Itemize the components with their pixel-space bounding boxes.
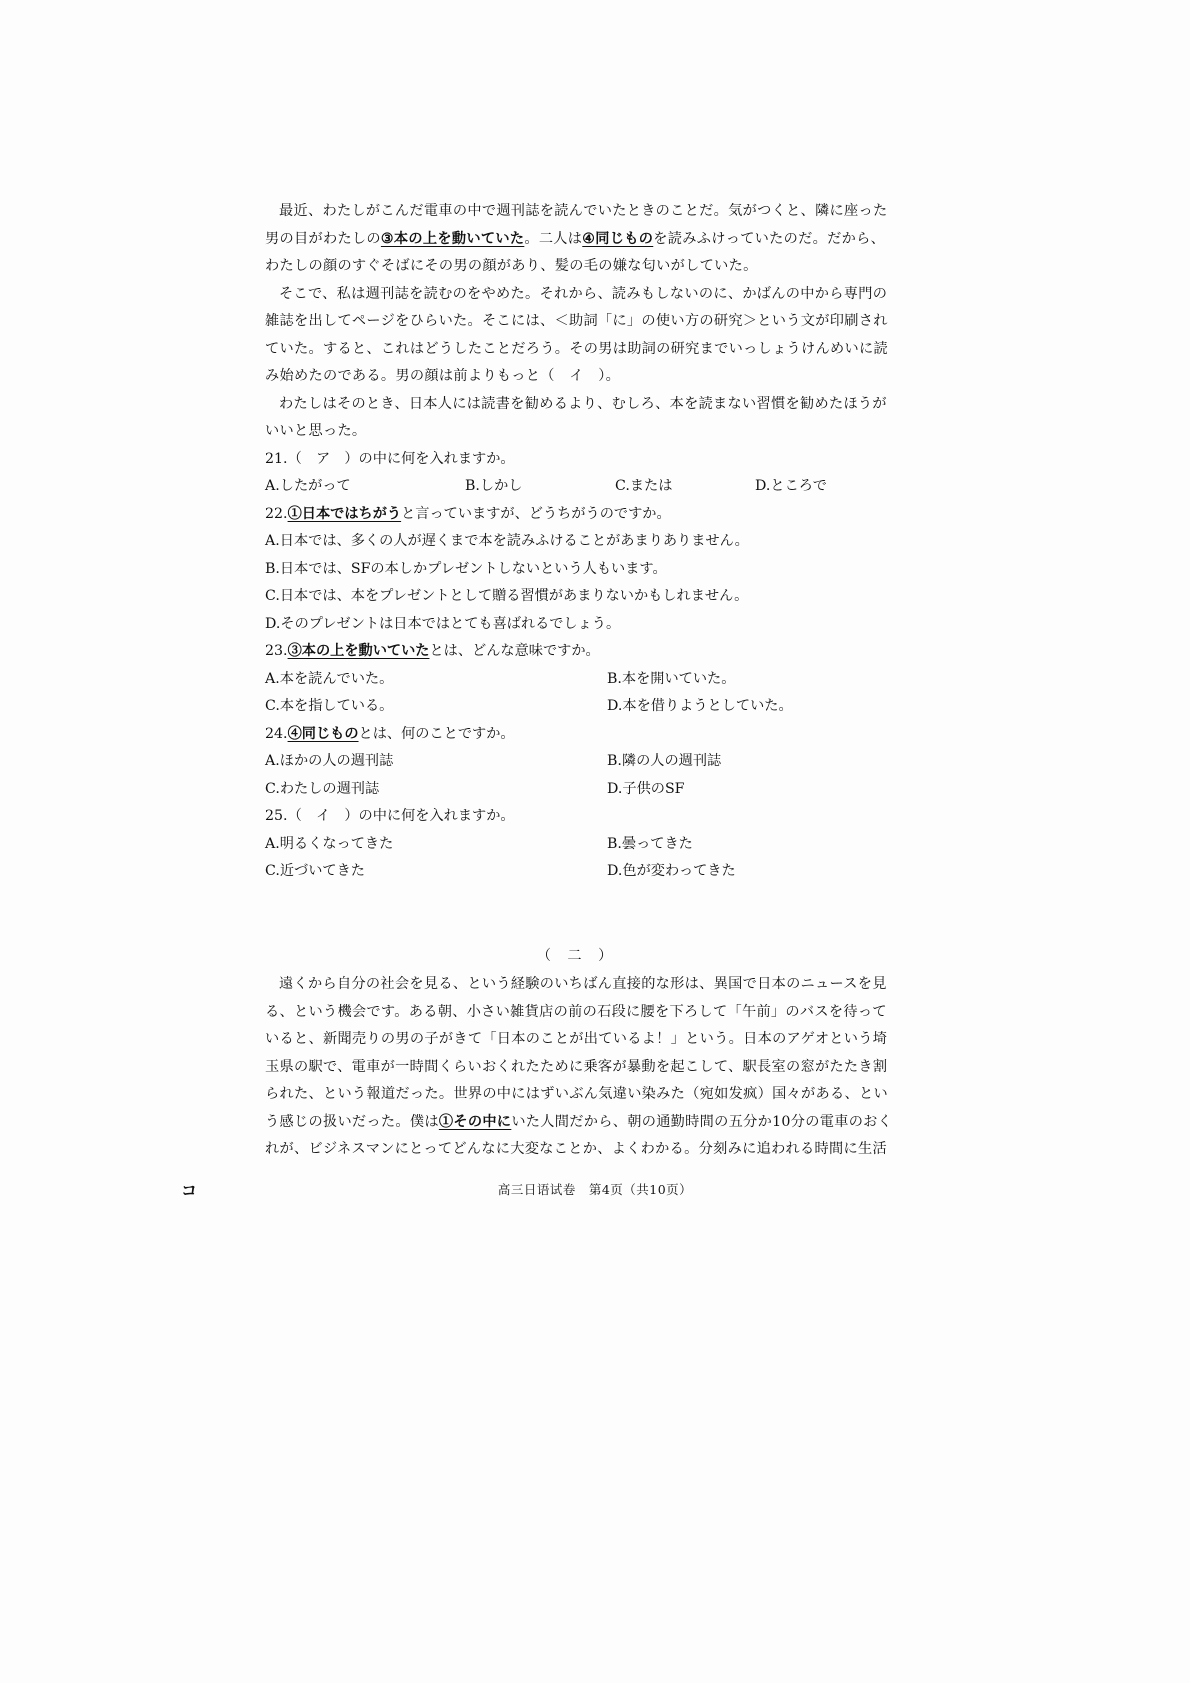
answer-option: D.ところで (755, 478, 827, 494)
text-segment: 玉県の駅で、電車が一時間くらいおくれたために乗客が暴動を起こして、駅長室の窓がたたき割 (265, 1058, 888, 1075)
text-segment: ていた。すると、これはどうしたことだろう。その男は助詞の研究までいっしょうけんめいに読 (265, 340, 888, 357)
answer-option: A.日本では、多くの人が遅くまで本を読みふけることがあまりありません。 (265, 533, 749, 549)
text-line (265, 308, 890, 336)
text-segment: 男の目がわたしの (265, 230, 381, 247)
underlined-phrase: ①その中に (438, 1113, 512, 1130)
answer-option: A.ほかの人の週刊誌 (265, 753, 394, 769)
answer-option: C.または (615, 478, 673, 494)
underlined-phrase: ④同じもの (287, 725, 359, 742)
text-segment: いると、新聞売りの男の子がきて「日本のことが出ているよ！」という。日本のアゲオという埼 (265, 1031, 888, 1047)
text-segment: れが、ビジネスマンにとってどんなに大変なことか、よくわかる。分刻みに追われる時間に生活 (265, 1141, 887, 1157)
answer-option: A.本を読んでいた。 (265, 670, 394, 687)
answer-option: D.子供のSF (607, 780, 685, 797)
text-segment: 22. (265, 505, 288, 522)
question-stem (265, 638, 890, 666)
text-line (265, 391, 890, 419)
text-line (265, 999, 890, 1027)
text-segment: そこで、私は週刊誌を読むのをやめた。それから、読みもしないのに、かばんの中から専門の (279, 285, 888, 302)
text-segment: と言っていますが、どうちがうのですか。 (401, 505, 671, 522)
answer-option: D.そのプレゼントは日本ではとても喜ばれるでしょう。 (265, 615, 621, 632)
text-segment: う感じの扱いだった。僕は (265, 1113, 439, 1130)
question-stem (265, 501, 890, 529)
text-segment: 25.（ イ ）の中に何を入れますか。 (265, 808, 515, 824)
question-block (265, 721, 890, 804)
text-segment: る、という機会です。ある朝、小さい雑貨店の前の石段に腰を下ろして「午前」のバスを待って (265, 1003, 887, 1020)
question-block (265, 803, 890, 886)
text-line (265, 198, 890, 226)
answer-option: B.隣の人の週刊誌 (607, 753, 722, 769)
question-list (265, 446, 890, 886)
text-segment: 。二人は (524, 230, 583, 247)
paragraph (265, 198, 890, 281)
text-segment: いいと思った。 (265, 423, 367, 439)
text-line (265, 1026, 890, 1054)
question-stem (265, 721, 890, 749)
text-segment: 雑誌を出してページをひらいた。そこには、＜助詞「に」の使い方の研究＞という文が印刷され (265, 313, 888, 329)
underlined-phrase: ①日本ではちがう (287, 505, 402, 522)
text-line (265, 1081, 890, 1109)
text-line (265, 1109, 893, 1137)
text-segment: わたしはそのとき、日本人には読書を勧めるより、むしろ、本を読まない習慣を勧めたほうが (279, 395, 887, 412)
answer-option: C.日本では、本をプレゼントとして贈る習慣があまりないかもしれません。 (265, 588, 749, 604)
text-segment: 21.（ ア ）の中に何を入れますか。 (265, 450, 515, 467)
text-line (265, 363, 890, 391)
text-segment: いた人間だから、朝の通勤時間の五分か10分の電車のおく (511, 1113, 893, 1130)
answer-options (265, 831, 890, 886)
text-line (265, 253, 890, 281)
underlined-phrase: ③本の上を動いていた (380, 230, 525, 247)
question-block (265, 501, 890, 639)
answer-option: A.したがって (265, 478, 351, 494)
question-block (265, 446, 890, 501)
page-footer: 高三日语试卷 第4页（共10页） (497, 1182, 693, 1197)
answer-options (265, 528, 890, 638)
text-segment: 最近、わたしがこんだ電車の中で週刊誌を読んでいたときのことだ。気がつくと、隣に座った (279, 203, 888, 219)
text-line (265, 418, 890, 446)
answer-option: B.本を開いていた。 (607, 670, 736, 687)
paragraph (265, 391, 890, 446)
text-line (265, 1136, 890, 1164)
text-segment: とは、どんな意味ですか。 (429, 643, 600, 659)
question-stem (265, 446, 890, 474)
answer-option: C.本を指している。 (265, 698, 394, 714)
answer-options (265, 473, 890, 501)
answer-option: D.色が変わってきた (607, 863, 736, 879)
text-line (265, 226, 890, 254)
underlined-phrase: ④同じもの (582, 230, 654, 247)
text-segment: 遠くから自分の社会を見る、という経験のいちばん直接的な形は、異国で日本のニュースを見 (279, 976, 887, 992)
answer-option: B.曇ってきた (607, 835, 693, 852)
answer-option: B.しかし (465, 478, 523, 494)
underlined-phrase: ③本の上を動いていた (287, 643, 430, 659)
reading-passage-1 (265, 198, 890, 446)
answer-option: A.明るくなってきた (265, 835, 394, 852)
text-segment: み始めたのである。男の顔は前よりもっと（ イ ）。 (265, 368, 621, 384)
answer-option: C.近づいてきた (265, 863, 365, 879)
answer-option: B.日本では、SFの本しかプレゼントしないという人もいます。 (265, 560, 667, 577)
question-block (265, 638, 890, 721)
answer-option: C.わたしの週刊誌 (265, 780, 380, 797)
text-segment: を読みふけっていたのだ。だから、 (653, 230, 886, 247)
page-content (265, 198, 893, 1164)
text-segment: 24. (265, 725, 288, 742)
text-segment: られた、という報道だった。世界の中にはずいぶん気違い染みた（宛如发疯）国々がある、とい (265, 1086, 888, 1102)
text-line (265, 1054, 890, 1082)
question-stem (265, 803, 890, 831)
text-line (265, 281, 890, 309)
answer-option: D.本を借りようとしていた。 (607, 698, 793, 714)
answer-options (265, 666, 890, 721)
answer-options (265, 748, 890, 803)
text-segment: 23. (265, 643, 288, 659)
paragraph (265, 281, 890, 391)
margin-mark: コ (181, 1181, 198, 1200)
reading-passage-2 (265, 971, 893, 1164)
section-2-title: （ 二 ） (536, 947, 619, 964)
text-segment: わたしの顔のすぐそばにその男の顔があり、髪の毛の嫌な匂いがしていた。 (265, 258, 758, 274)
paragraph (265, 971, 893, 1164)
text-line (265, 336, 890, 364)
text-line (265, 971, 890, 999)
text-segment: とは、何のことですか。 (358, 725, 515, 742)
